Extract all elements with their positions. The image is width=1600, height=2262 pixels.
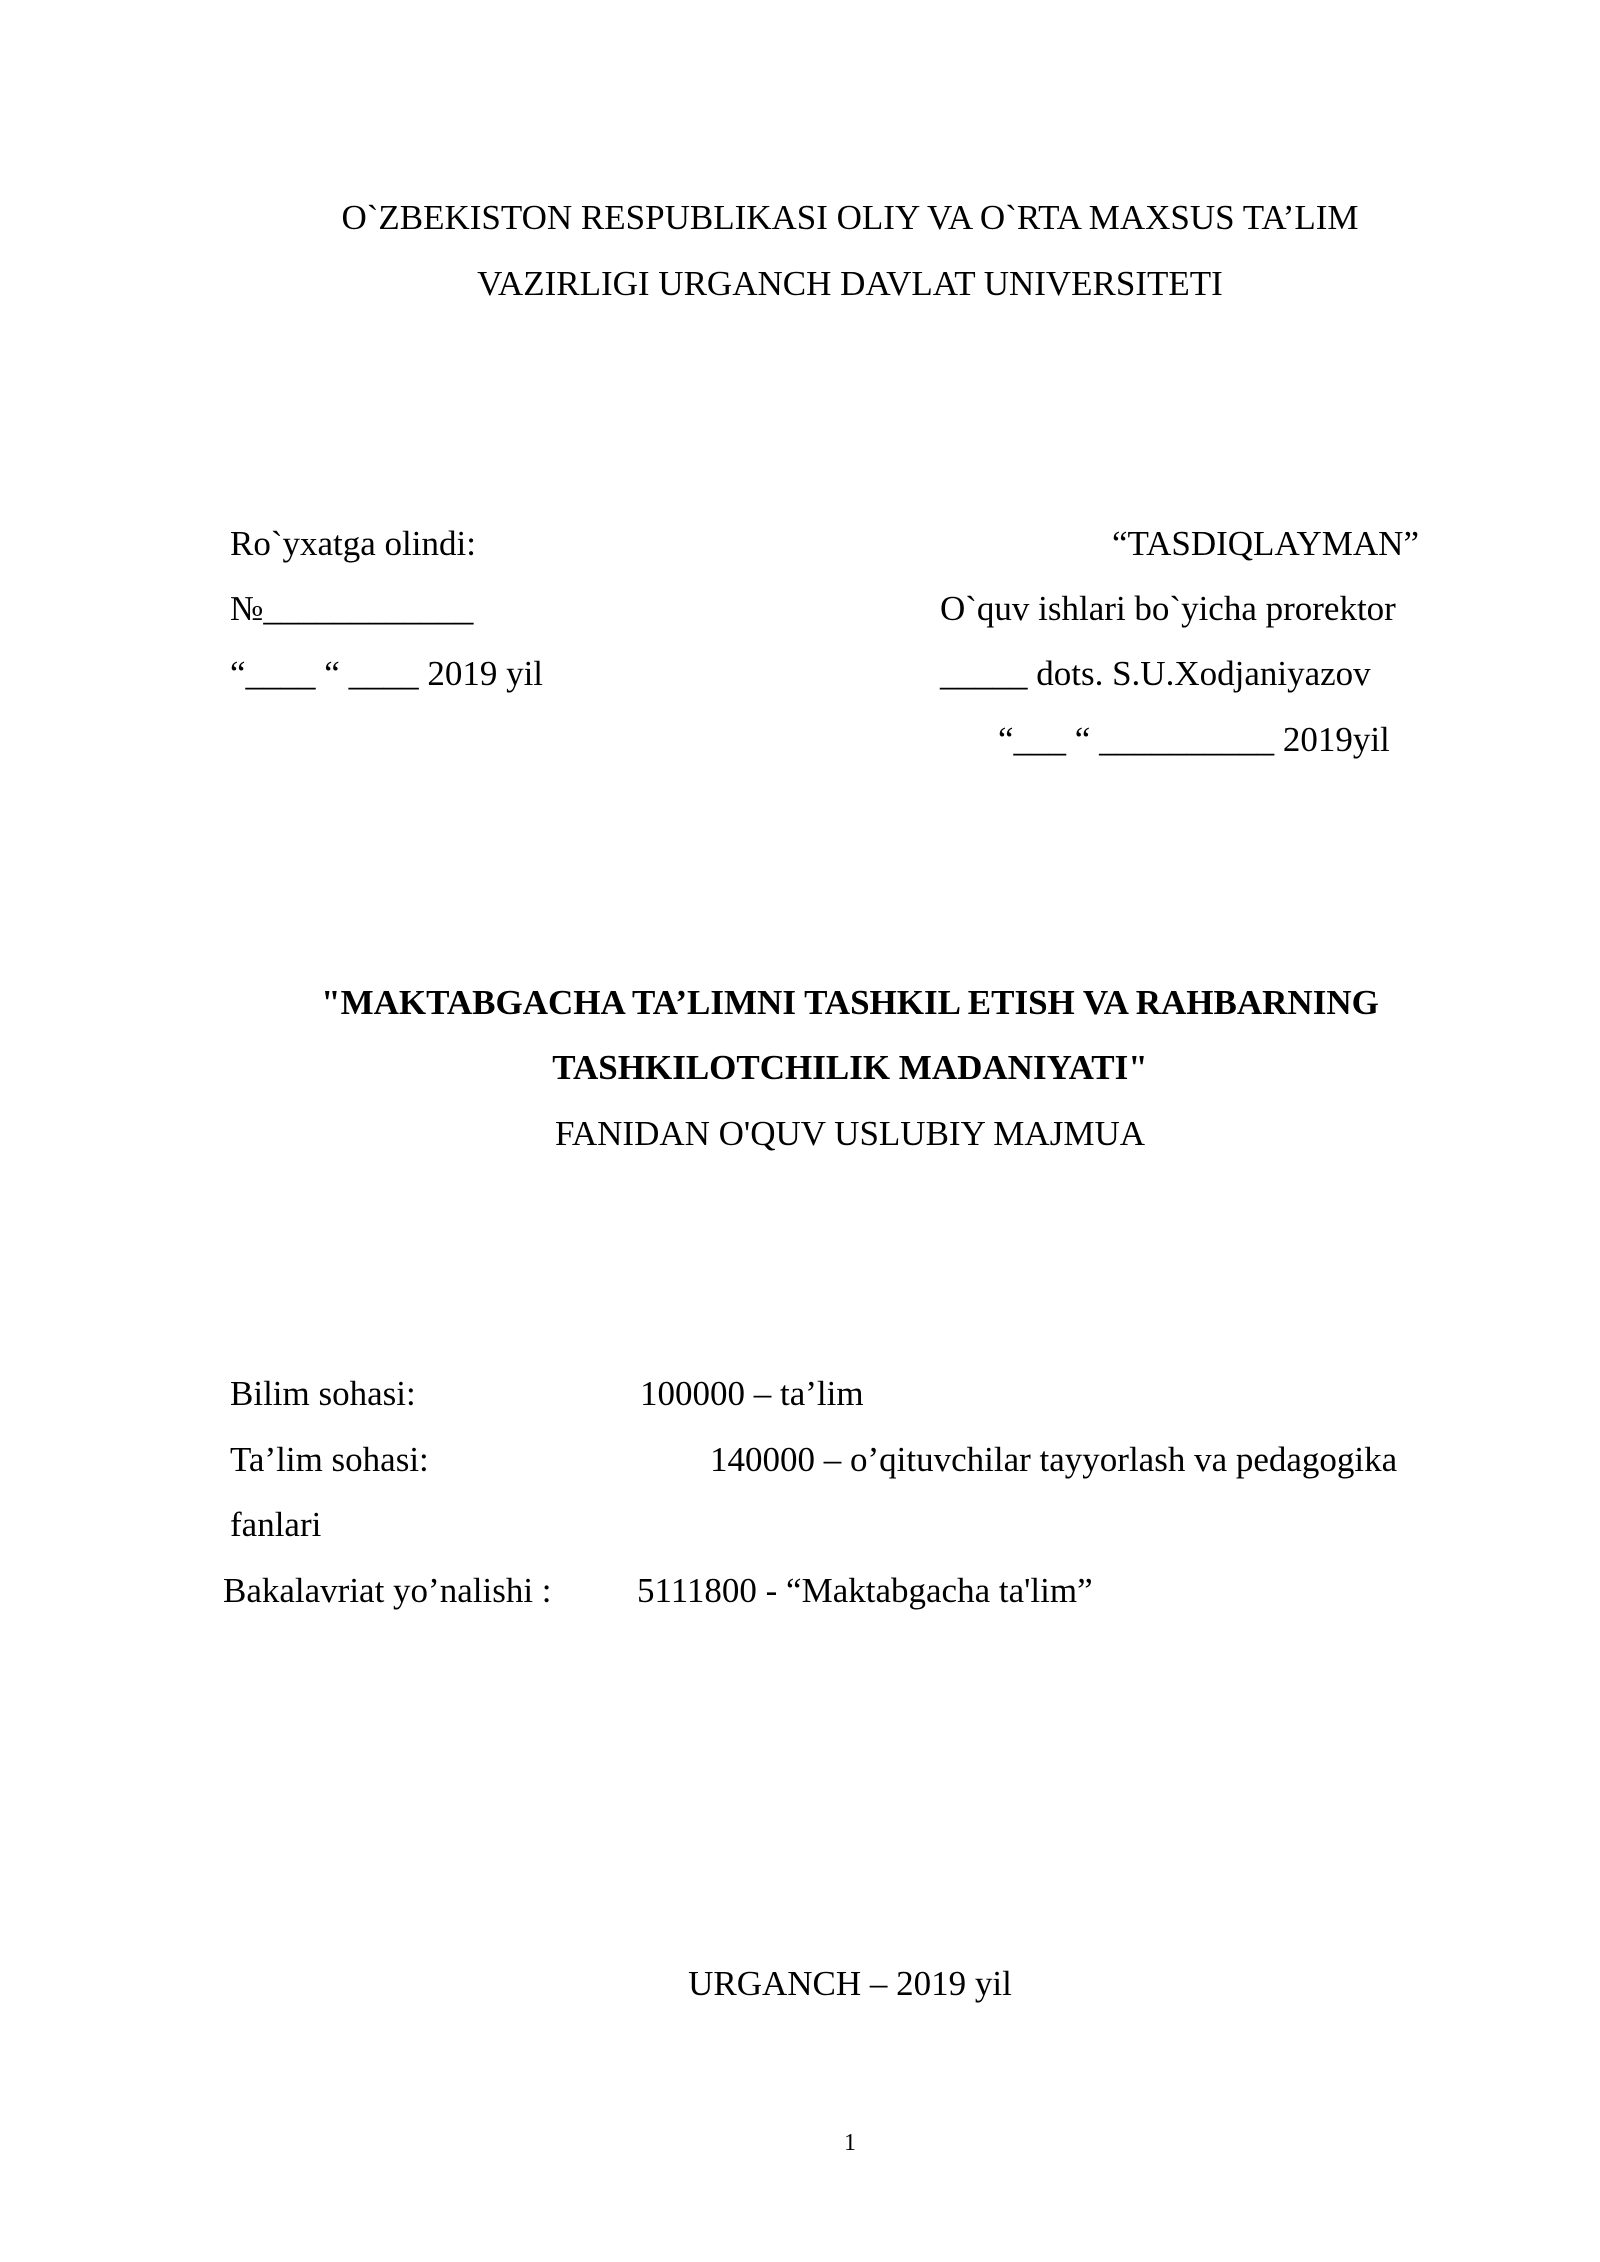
course-subtitle: FANIDAN O'QUV USLUBIY MAJMUA xyxy=(555,1114,1145,1153)
ministry-header-line2: VAZIRLIGI URGANCH DAVLAT UNIVERSITETI xyxy=(477,264,1223,303)
approval-position: O`quv ishlari bo`yicha prorektor xyxy=(940,589,1396,628)
education-field-label: Ta’lim sohasi: xyxy=(230,1440,429,1479)
registration-number: №____________ xyxy=(230,589,474,628)
education-field-value-continued: fanlari xyxy=(230,1505,322,1544)
approval-signature: _____ dots. S.U.Xodjaniyazov xyxy=(940,654,1371,693)
knowledge-field-value: 100000 – ta’lim xyxy=(640,1374,864,1413)
bachelor-direction-label: Bakalavriat yo’nalishi : xyxy=(223,1571,552,1610)
knowledge-field-label: Bilim sohasi: xyxy=(230,1374,416,1413)
registration-date: “____ “ ____ 2019 yil xyxy=(230,654,544,693)
course-title-line2: TASHKILOTCHILIK MADANIYATI" xyxy=(552,1048,1148,1087)
approval-title: “TASDIQLAYMAN” xyxy=(1112,524,1419,563)
ministry-header-line1: O`ZBEKISTON RESPUBLIKASI OLIY VA O`RTA MAXSUS TA’LIM xyxy=(341,198,1359,237)
bachelor-direction-value: 5111800 - “Maktabgacha ta'lim” xyxy=(637,1571,1093,1610)
registration-label: Ro`yxatga olindi: xyxy=(230,524,476,563)
approval-date: “___ “ __________ 2019yil xyxy=(998,720,1390,759)
page-number: 1 xyxy=(844,2130,856,2156)
course-title-line1: "MAKTABGACHA TA’LIMNI TASHKIL ETISH VA RAHBARNING xyxy=(321,983,1379,1022)
education-field-value: 140000 – o’qituvchilar tayyorlash va pedagogika xyxy=(710,1440,1398,1479)
place-and-year: URGANCH – 2019 yil xyxy=(688,1964,1012,2003)
